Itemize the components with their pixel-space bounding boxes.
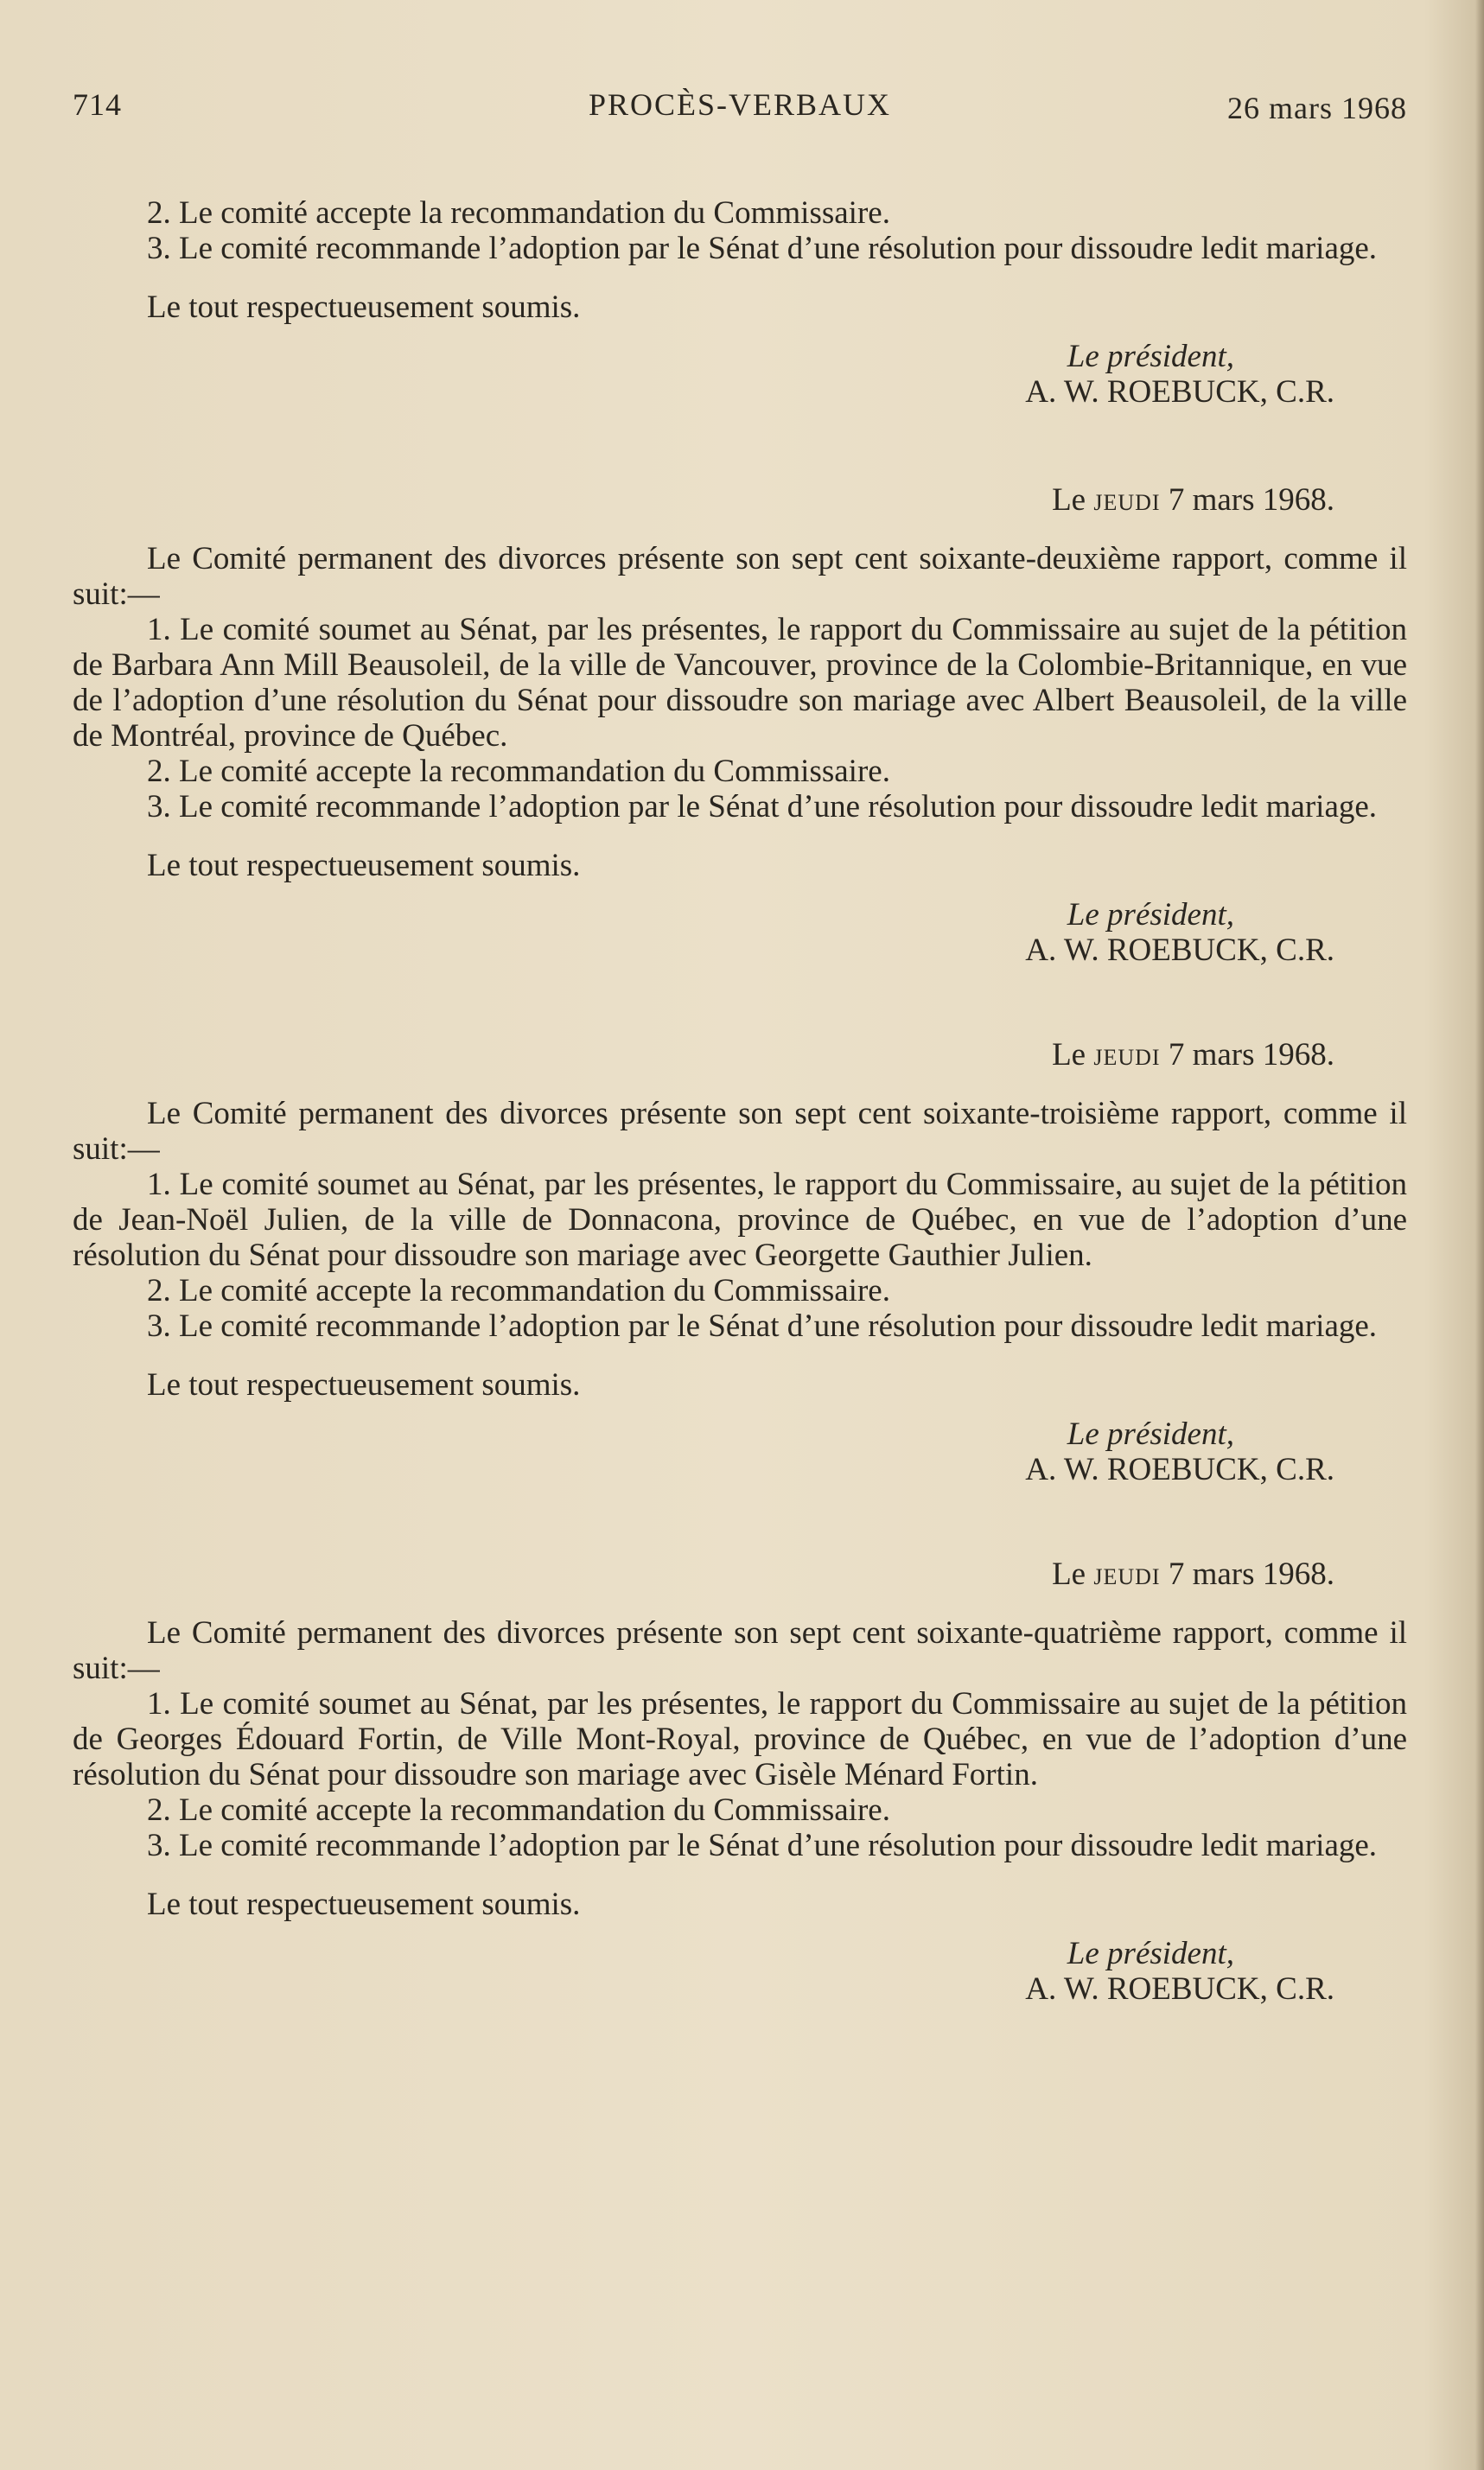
page-body xyxy=(73,195,1407,2007)
report-intro: Le Comité permanent des divorces présente son sept cent soixante-quatrième rapport, comme il suit:— xyxy=(73,1615,1407,1686)
report-date: Le jeudi 7 mars 1968. xyxy=(1052,1037,1334,1073)
running-header xyxy=(73,86,1407,130)
closing-line: Le tout respectueusement soumis. xyxy=(147,1367,581,1403)
paragraph-3: 3. Le comité recommande l’adoption par le Sénat d’une résolution pour dissoudre ledit mariage. xyxy=(147,1828,1378,1863)
paragraph-2: 2. Le comité accepte la recommandation du Commissaire. xyxy=(147,195,890,231)
closing-line: Le tout respectueusement soumis. xyxy=(147,1887,581,1922)
signature-title: Le président, xyxy=(1067,339,1234,374)
paragraph-2: 2. Le comité accepte la recommandation du Commissaire. xyxy=(147,1792,890,1828)
closing-line: Le tout respectueusement soumis. xyxy=(147,290,581,325)
report-date: Le jeudi 7 mars 1968. xyxy=(1052,1556,1334,1592)
signature-name: A. W. ROEBUCK, C.R. xyxy=(1025,374,1334,410)
page-number: 714 xyxy=(73,87,122,122)
signature-title: Le président, xyxy=(1067,897,1234,933)
page-edge-shadow xyxy=(1475,0,1484,2470)
header-date: 26 mars 1968 xyxy=(1227,91,1407,125)
report-intro: Le Comité permanent des divorces présente son sept cent soixante-deuxième rapport, comme il suit:— xyxy=(73,541,1407,612)
paragraph-1: 1. Le comité soumet au Sénat, par les présentes, le rapport du Commissaire au sujet de la pétition de Barbara Ann Mill Beausoleil, de la ville de Vancouver, province de la Colombie-Britannique, en vue de l’adoption d’une résolution du Sénat pour dissoudre son mariage avec Albert Beausoleil, de la ville de Montréal, province de Québec. xyxy=(73,612,1407,754)
report-intro: Le Comité permanent des divorces présente son sept cent soixante-troisième rapport, comme il suit:— xyxy=(73,1096,1407,1167)
paragraph-1: 1. Le comité soumet au Sénat, par les présentes, le rapport du Commissaire au sujet de la pétition de Georges Édouard Fortin, de Ville Mont-Royal, province de Québec, en vue de l’adoption d’une résolution du Sénat pour dissoudre son mariage avec Gisèle Ménard Fortin. xyxy=(73,1686,1407,1792)
paragraph-3: 3. Le comité recommande l’adoption par le Sénat d’une résolution pour dissoudre ledit mariage. xyxy=(147,789,1378,824)
paragraph-2: 2. Le comité accepte la recommandation du Commissaire. xyxy=(147,1273,890,1308)
paragraph-1: 1. Le comité soumet au Sénat, par les présentes, le rapport du Commissaire, au sujet de la pétition de Jean-Noël Julien, de la ville de Donnacona, province de Québec, en vue de l’adoption d’une résolution du Sénat pour dissoudre son mariage avec Georgette Gauthier Julien. xyxy=(73,1167,1407,1273)
signature-name: A. W. ROEBUCK, C.R. xyxy=(1025,933,1334,968)
signature-title: Le président, xyxy=(1067,1936,1234,1971)
closing-line: Le tout respectueusement soumis. xyxy=(147,848,581,883)
paragraph-2: 2. Le comité accepte la recommandation du Commissaire. xyxy=(147,754,890,789)
running-title: PROCÈS-VERBAUX xyxy=(588,87,892,122)
paragraph-3: 3. Le comité recommande l’adoption par le Sénat d’une résolution pour dissoudre ledit mariage. xyxy=(147,231,1378,266)
signature-title: Le président, xyxy=(1067,1416,1234,1452)
paragraph-3: 3. Le comité recommande l’adoption par le Sénat d’une résolution pour dissoudre ledit mariage. xyxy=(147,1308,1378,1344)
report-date: Le jeudi 7 mars 1968. xyxy=(1052,482,1334,518)
signature-name: A. W. ROEBUCK, C.R. xyxy=(1025,1971,1334,2007)
signature-name: A. W. ROEBUCK, C.R. xyxy=(1025,1452,1334,1487)
